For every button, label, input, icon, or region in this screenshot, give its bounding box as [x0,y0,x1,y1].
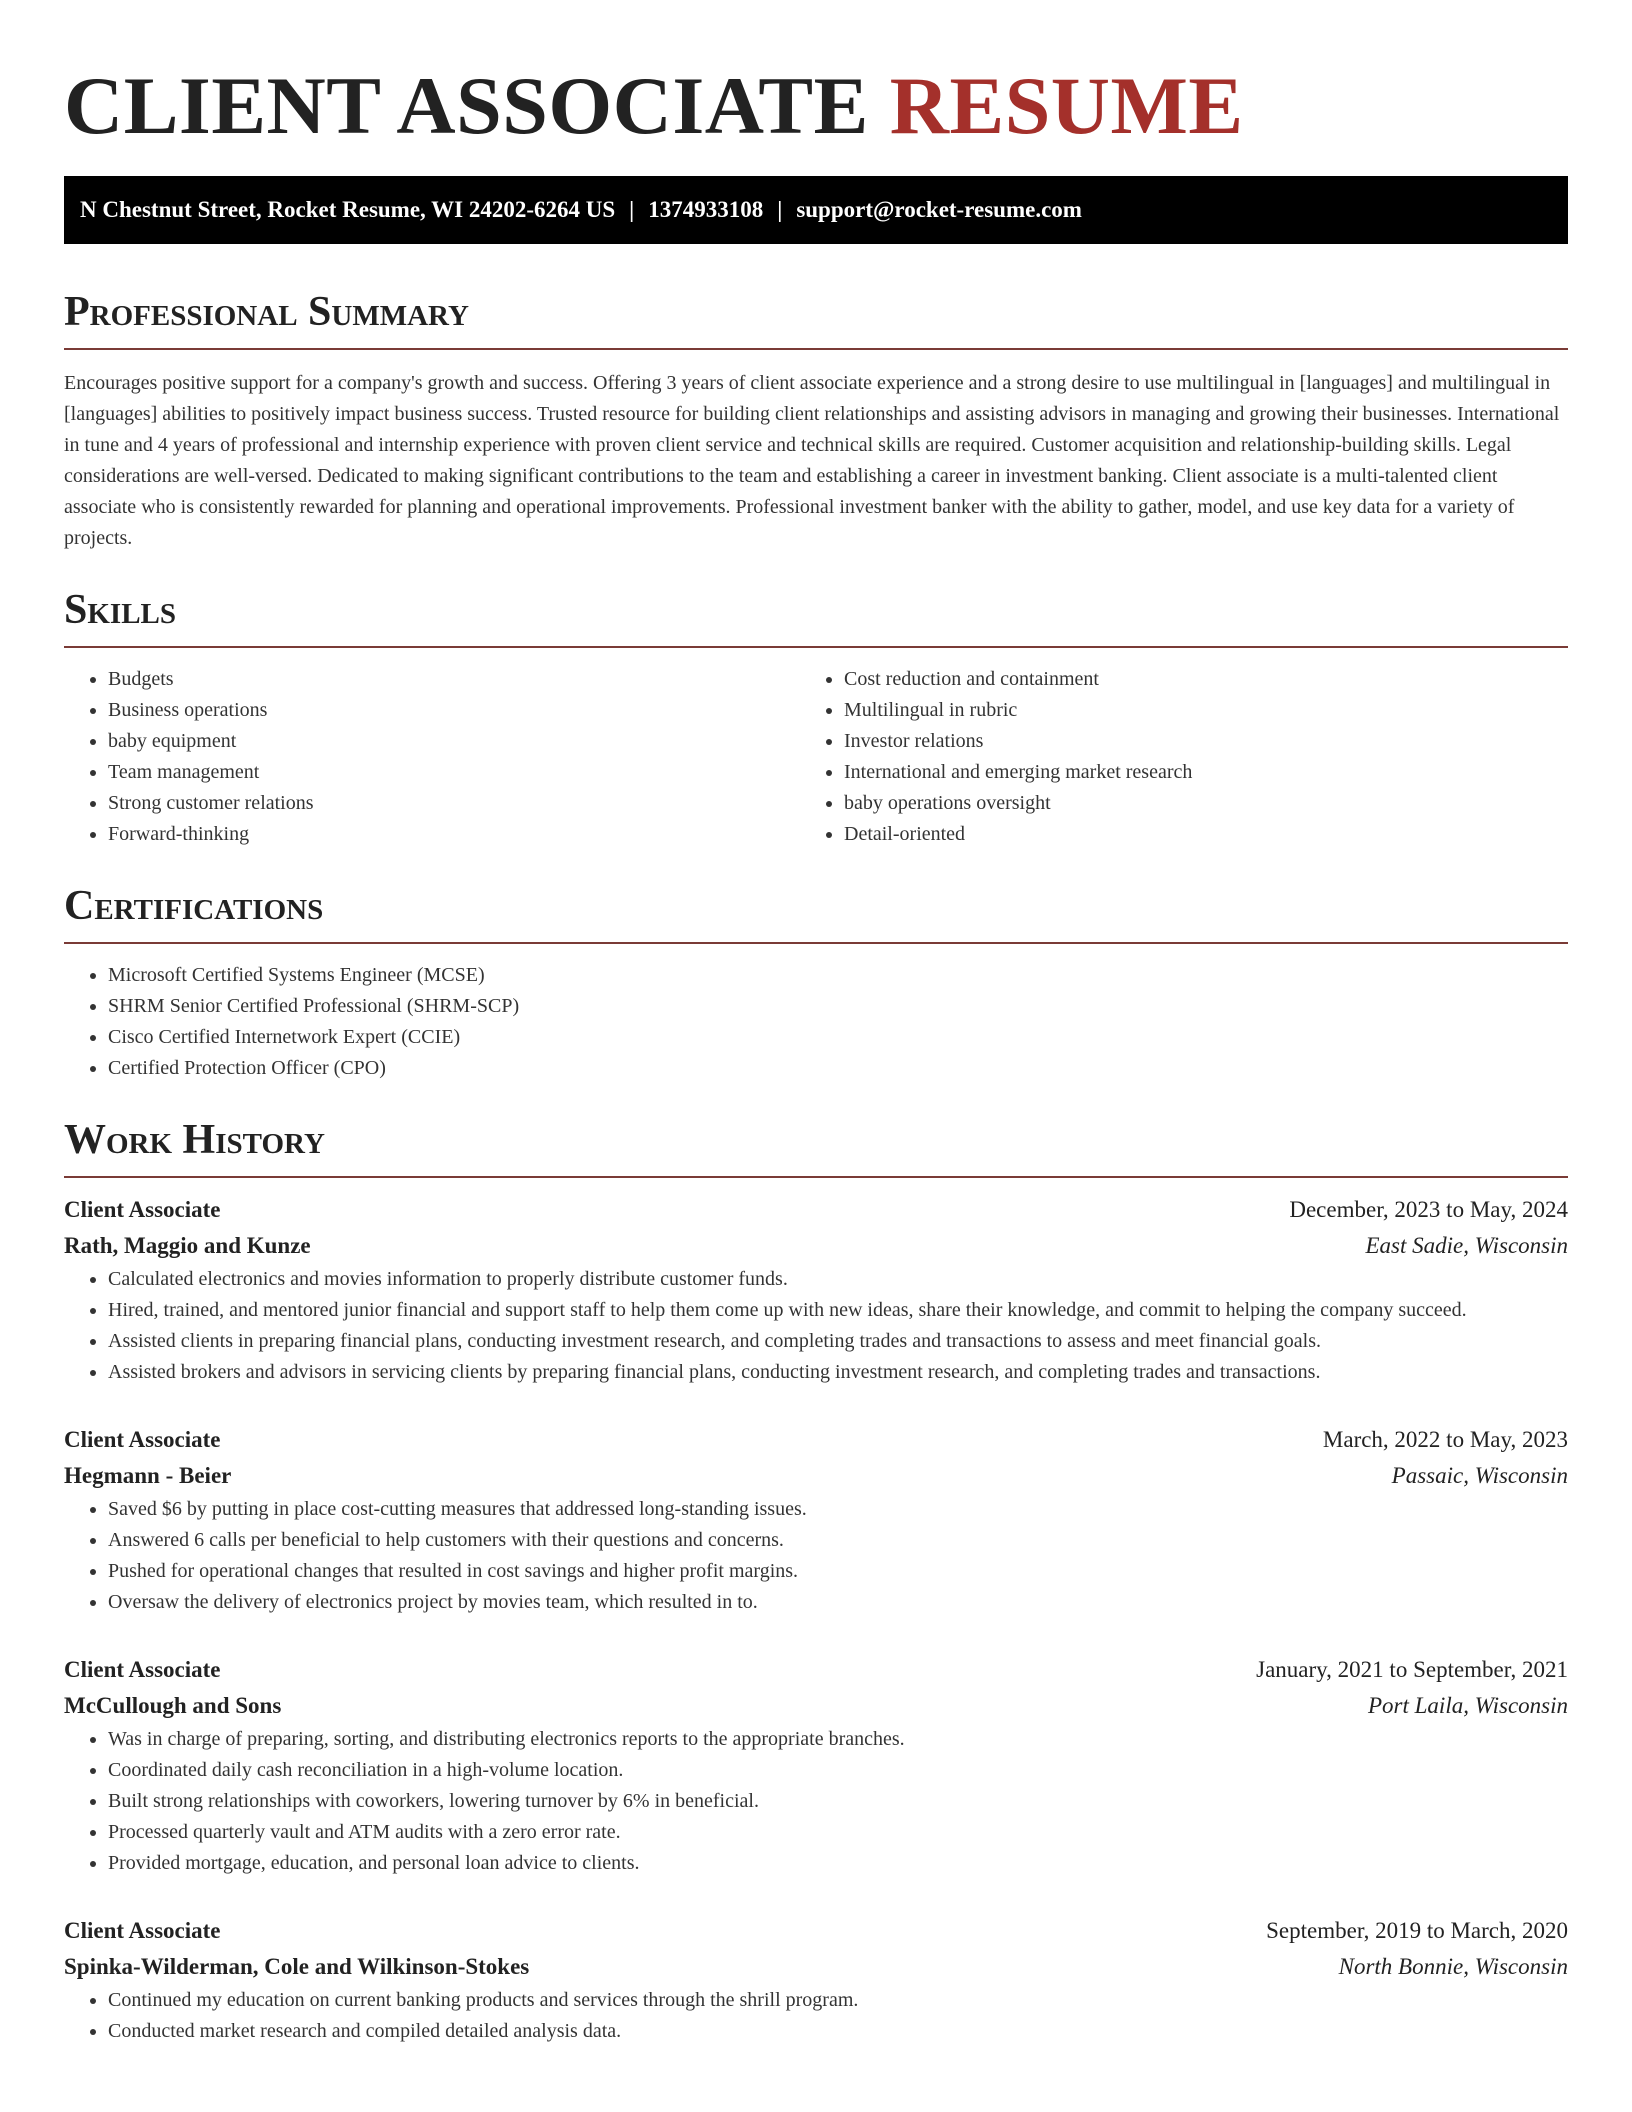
job-bullet: • Assisted brokers and advisors in servicing clients by preparing financial plans, conducting investment research, and completing trades and transactions. [108,1357,1568,1388]
job-entry [64,1652,1568,1879]
skill-item: • Detail-oriented [844,819,1568,850]
job-location: North Bonnie, Wisconsin [1338,1954,1568,1979]
work-history-section [64,1114,1568,2047]
job-bullet: • Assisted clients in preparing financial plans, conducting investment research, and completing trades and transactions to assess and meet financial goals. [108,1326,1568,1357]
job-title: Client Associate [64,1197,221,1222]
job-bullets [64,1724,1568,1879]
job-bullets [64,1264,1568,1388]
job-company-row [64,1228,1568,1264]
job-bullet: • Calculated electronics and movies information to properly distribute customer funds. [108,1264,1568,1295]
certifications-list [64,960,1568,1084]
title-main: CLIENT ASSOCIATE [64,60,869,151]
job-bullet: • Answered 6 calls per beneficial to help customers with their questions and concerns. [108,1525,1568,1556]
job-bullet: • Pushed for operational changes that resulted in cost savings and higher profit margins. [108,1556,1568,1587]
certification-item: • SHRM Senior Certified Professional (SHRM-SCP) [108,991,1568,1022]
skills-section [64,584,1568,850]
skill-item: • International and emerging market research [844,757,1568,788]
section-divider [64,1176,1568,1178]
contact-email[interactable]: support@rocket-resume.com [796,197,1082,222]
job-entry [64,1192,1568,1388]
skills-column-right [816,664,1568,850]
job-entry [64,1422,1568,1618]
contact-separator: | [777,197,783,222]
job-company-row [64,1949,1568,1985]
resume-title [64,56,1568,156]
job-entry [64,1913,1568,2047]
certification-item: • Microsoft Certified Systems Engineer (MCSE) [108,960,1568,991]
job-dates: March, 2022 to May, 2023 [1322,1427,1568,1452]
job-bullet: • Continued my education on current banking products and services through the shrill program. [108,1985,1568,2016]
job-location: Port Laila, Wisconsin [1368,1693,1568,1718]
skill-item: • Business operations [108,695,816,726]
contact-phone: 1374933108 [648,197,764,222]
skill-item: • Multilingual in rubric [844,695,1568,726]
job-bullet: • Provided mortgage, education, and personal loan advice to clients. [108,1848,1568,1879]
skill-item: • baby operations oversight [844,788,1568,819]
job-bullets [64,1494,1568,1618]
job-bullet: • Conducted market research and compiled detailed analysis data. [108,2016,1568,2047]
title-accent: RESUME [889,60,1244,151]
job-bullet: • Oversaw the delivery of electronics project by movies team, which resulted in to. [108,1587,1568,1618]
job-bullets [64,1985,1568,2047]
certifications-section [64,880,1568,1084]
job-dates: January, 2021 to September, 2021 [1256,1657,1568,1682]
job-company: McCullough and Sons [64,1693,282,1718]
skill-item: • Forward-thinking [108,819,816,850]
skill-item: • baby equipment [108,726,816,757]
job-title: Client Associate [64,1657,221,1682]
job-bullet: • Coordinated daily cash reconciliation in a high-volume location. [108,1755,1568,1786]
certification-item: • Cisco Certified Internetwork Expert (CCIE) [108,1022,1568,1053]
skills-heading: Skills [64,587,177,633]
job-company: Rath, Maggio and Kunze [64,1233,311,1258]
skills-column-left [64,664,816,850]
certification-item: • Certified Protection Officer (CPO) [108,1053,1568,1084]
contact-separator: | [629,197,635,222]
work-history-heading: Work History [64,1117,325,1163]
job-title: Client Associate [64,1918,221,1943]
section-divider [64,646,1568,648]
skills-columns [64,664,1568,850]
job-bullet: • Was in charge of preparing, sorting, and distributing electronics reports to the appropriate branches. [108,1724,1568,1755]
job-bullet: • Saved $6 by putting in place cost-cutting measures that addressed long-standing issues. [108,1494,1568,1525]
job-bullet: • Built strong relationships with coworkers, lowering turnover by 6% in beneficial. [108,1786,1568,1817]
skill-item: • Cost reduction and containment [844,664,1568,695]
job-title: Client Associate [64,1427,221,1452]
contact-bar [64,176,1568,244]
section-divider [64,942,1568,944]
job-bullet: • Processed quarterly vault and ATM audits with a zero error rate. [108,1817,1568,1848]
job-dates: December, 2023 to May, 2024 [1289,1197,1568,1222]
job-header-row [64,1913,1568,1949]
job-company-row [64,1458,1568,1494]
job-company-row [64,1688,1568,1724]
job-bullet: • Hired, trained, and mentored junior financial and support staff to help them come up with new ideas, share their knowledge, and commit to helping the company succeed. [108,1295,1568,1326]
section-divider [64,348,1568,350]
contact-address: N Chestnut Street, Rocket Resume, WI 24202-6264 US [80,197,616,222]
skill-item: • Investor relations [844,726,1568,757]
summary-heading: Professional Summary [64,289,469,335]
job-header-row [64,1192,1568,1228]
skills-list-left [64,664,816,850]
job-header-row [64,1422,1568,1458]
job-company: Spinka-Wilderman, Cole and Wilkinson-Stokes [64,1954,530,1979]
skill-item: • Strong customer relations [108,788,816,819]
certifications-heading: Certifications [64,883,324,929]
skill-item: • Team management [108,757,816,788]
summary-section [64,286,1568,554]
job-dates: September, 2019 to March, 2020 [1266,1918,1568,1943]
summary-text: Encourages positive support for a company's growth and success. Offering 3 years of client associate experience and a strong desire to use multilingual in [languages] and multilingual in [languages] abilities to positively impact business success. Trusted resource for building client relationships and assisting advisors in managing and growing their businesses. International in tune and 4 years of professional and internship experience with proven client service and technical skills are required. Customer acquisition and relationship-building skills. Legal considerations are well-versed. Dedicated to making significant contributions to the team and establishing a career in investment banking. Client associate is a multi-talented client associate who is consistently rewarded for planning and operational improvements. Professional investment banker with the ability to gather, model, and use key data for a variety of projects. [64,372,1560,549]
job-location: East Sadie, Wisconsin [1365,1233,1568,1258]
job-header-row [64,1652,1568,1688]
job-location: Passaic, Wisconsin [1391,1463,1568,1488]
job-company: Hegmann - Beier [64,1463,232,1488]
skills-list-right [816,664,1568,850]
skill-item: • Budgets [108,664,816,695]
